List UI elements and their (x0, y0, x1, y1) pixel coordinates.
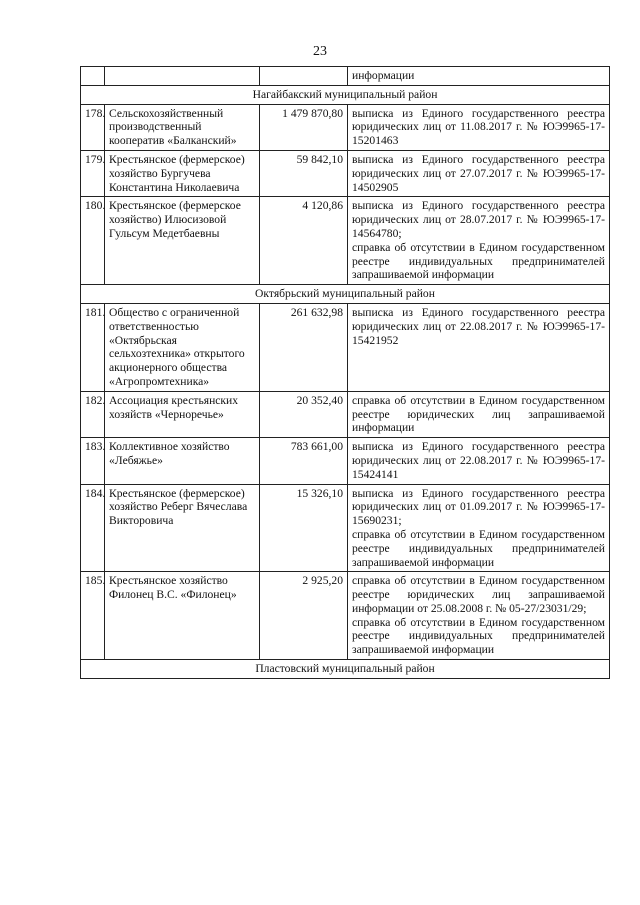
table-row (81, 438, 610, 484)
document-info (348, 484, 610, 572)
row-number: 185. (81, 572, 105, 660)
amount: 1 479 870,80 (260, 104, 348, 150)
row-number: 181. (81, 303, 105, 391)
document-entry: выписка из Единого государственного реестра юридических лиц от 27.07.2017 г. № ЮЭ9965-17-14502905 (352, 152, 605, 194)
document-info (348, 572, 610, 660)
table-row (81, 197, 610, 285)
document-info (348, 438, 610, 484)
document-info (348, 391, 610, 437)
organization-name: Крестьянское (фермерское) хозяйство Реберг Вячеслава Викторовича (105, 484, 260, 572)
table-row (81, 104, 610, 150)
document-info (348, 104, 610, 150)
amount: 4 120,86 (260, 197, 348, 285)
amount (260, 67, 348, 86)
section-header-row (81, 660, 610, 679)
amount: 15 326,10 (260, 484, 348, 572)
section-title: Пластовский муниципальный район (81, 660, 610, 679)
amount: 20 352,40 (260, 391, 348, 437)
document-entry: справка об отсутствии в Едином государственном реестре индивидуальных предпринимателей запрашиваемой информации (352, 615, 605, 657)
document-info (348, 197, 610, 285)
row-number: 179. (81, 150, 105, 196)
document-info: информации (348, 67, 610, 86)
document-entry: выписка из Единого государственного реестра юридических лиц от 28.07.2017 г. № ЮЭ9965-17-14564780; (352, 199, 605, 240)
table-row (81, 391, 610, 437)
organization-name: Крестьянское (фермерское) хозяйство Бургучева Константина Николаевича (105, 150, 260, 196)
document-entry: выписка из Единого государственного реестра юридических лиц от 01.09.2017 г. № ЮЭ9965-17-15690231; (352, 486, 605, 528)
section-header-row (81, 285, 610, 304)
row-number: 180. (81, 197, 105, 285)
organization-name: Общество с ограниченной ответственностью «Октябрьская сельхозтехника» открытого акционерного общества «Агропромтехника» (105, 303, 260, 391)
document-entry: справка об отсутствии в Едином государственном реестре индивидуальных предпринимателей запрашиваемой информации (352, 240, 605, 282)
table-row (81, 484, 610, 572)
document-info (348, 150, 610, 196)
page-number: 23 (313, 44, 327, 59)
document-entry: справка об отсутствии в Едином государственном реестре юридических лиц запрашиваемой информации (352, 393, 605, 435)
organization-name: Крестьянское (фермерское хозяйство) Илюсизовой Гульсум Медетбаевны (105, 197, 260, 285)
document-entry: справка об отсутствии в Едином государственном реестре юридических лиц запрашиваемой информации от 25.08.2008 г. № 05-27/23031/29; (352, 574, 605, 615)
table-row-continued (81, 67, 610, 86)
registry-table (80, 66, 610, 679)
organization-name: Коллективное хозяйство «Лебяжье» (105, 438, 260, 484)
section-header-row (81, 85, 610, 104)
amount: 59 842,10 (260, 150, 348, 196)
amount: 261 632,98 (260, 303, 348, 391)
row-number: 183. (81, 438, 105, 484)
amount: 2 925,20 (260, 572, 348, 660)
table-row (81, 150, 610, 196)
document-info (348, 303, 610, 391)
organization-name: Ассоциация крестьянских хозяйств «Черноречье» (105, 391, 260, 437)
organization-name (105, 67, 260, 86)
document-entry: выписка из Единого государственного реестра юридических лиц от 11.08.2017 г. № ЮЭ9965-17-15201463 (352, 106, 605, 148)
document-entry: выписка из Единого государственного реестра юридических лиц от 22.08.2017 г. № ЮЭ9965-17-15424141 (352, 440, 605, 481)
row-number: 184. (81, 484, 105, 572)
row-number: 178. (81, 104, 105, 150)
row-number (81, 67, 105, 86)
table-row (81, 572, 610, 660)
section-title: Нагайбакский муниципальный район (81, 85, 610, 104)
amount: 783 661,00 (260, 438, 348, 484)
section-title: Октябрьский муниципальный район (81, 285, 610, 304)
row-number: 182. (81, 391, 105, 437)
organization-name: Крестьянское хозяйство Филонец В.С. «Филонец» (105, 572, 260, 660)
document-entry: справка об отсутствии в Едином государственном реестре индивидуальных предпринимателей запрашиваемой информации (352, 527, 605, 569)
document-entry: выписка из Единого государственного реестра юридических лиц от 22.08.2017 г. № ЮЭ9965-17-15421952 (352, 305, 605, 347)
organization-name: Сельскохозяйственный производственный кооператив «Балканский» (105, 104, 260, 150)
table-row (81, 303, 610, 391)
